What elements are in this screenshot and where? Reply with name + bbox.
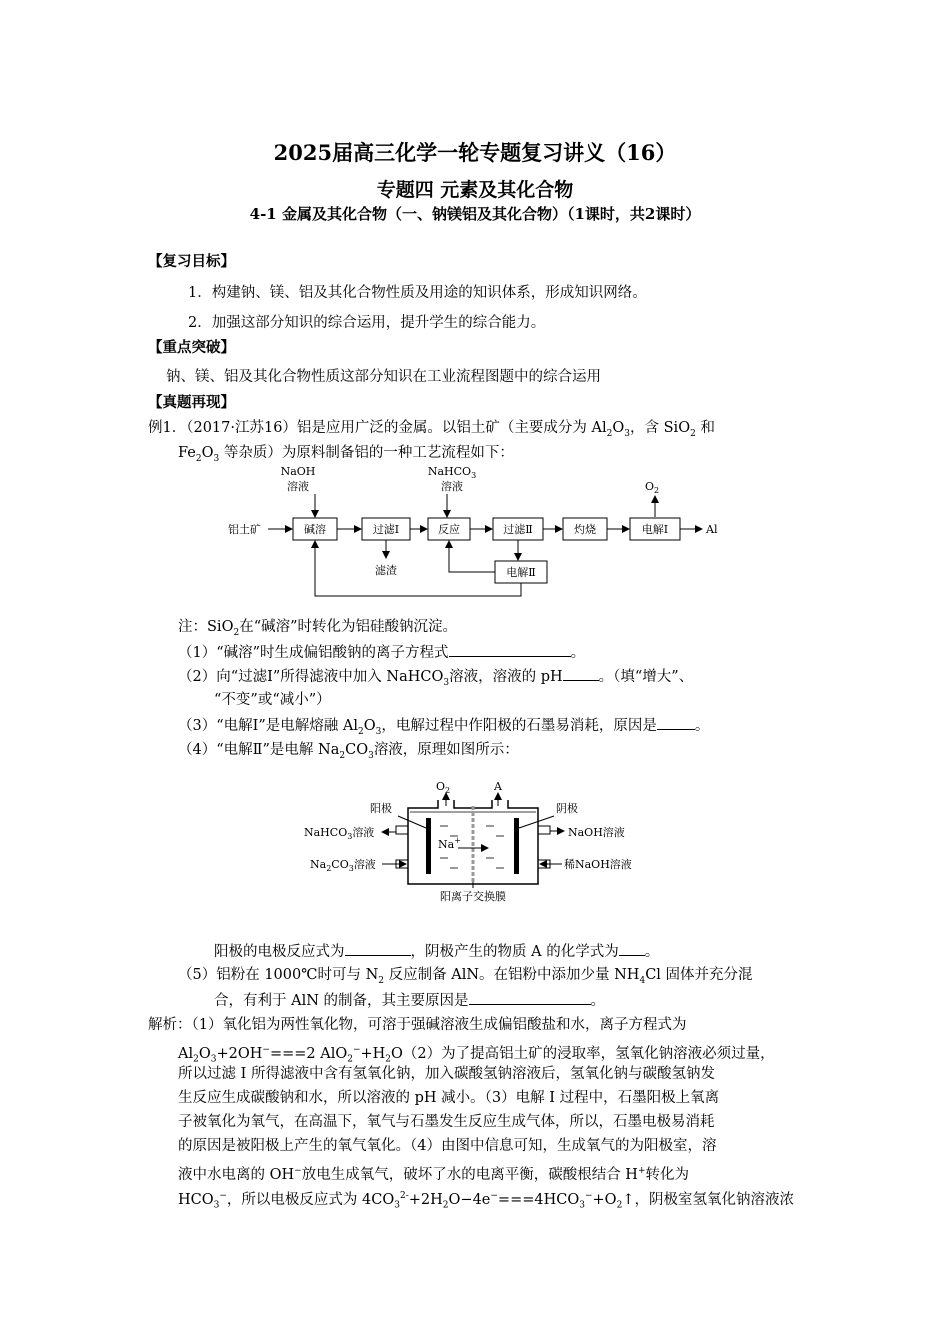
- example-line-1: 例1．（2017·江苏16）铝是应用广泛的金属。以铝土矿（主要成分为 $Al_2O_3$，含 SiO$_2$ 和: [148, 420, 715, 439]
- flow-box-calcine-label: 灼烧: [574, 523, 596, 536]
- cell-na-ion-label: Na+: [438, 836, 461, 851]
- flow-naoh-solution-label: 溶液: [287, 480, 309, 493]
- answer-blank-4b[interactable]: [619, 941, 645, 956]
- analysis-line-3: 所以过滤 I 所得滤液中含有氢氧化钠，加入碳酸氢钠溶液后，氢氧化钠与碳酸氢钠发: [178, 1066, 715, 1082]
- flow-output-label: Al: [706, 523, 718, 536]
- flow-naoh-label: NaOH: [280, 465, 316, 478]
- answer-blank-1[interactable]: [449, 642, 571, 657]
- page-title: 2025届高三化学一轮专题复习讲义（16）: [273, 140, 677, 165]
- question-2: （2）向“过滤Ⅰ”所得滤液中加入 NaHCO$_3$溶液，溶液的 pH 。（填“增大”、: [178, 666, 693, 693]
- cell-right-input-2: 稀NaOH溶液: [564, 858, 632, 871]
- example-line-2: $Fe_2O_3$ 等杂质）为原料制备铝的一种工艺流程如下：: [178, 445, 514, 464]
- cell-left-input-2: $Na_2CO_3$溶液: [310, 858, 376, 873]
- analysis-line-7: 液中水电离的 OH−放电生成氧气，破坏了水的电离平衡，碳酸根结合 H+转化为: [178, 1166, 690, 1183]
- cell-left-input-1: NaHCO$_3$溶液: [304, 826, 375, 841]
- answer-blank-5[interactable]: [469, 990, 591, 1005]
- cell-anode-label: 阳极: [370, 802, 392, 815]
- flow-box-electrolysis-2-label: 电解Ⅱ: [506, 566, 536, 579]
- analysis-line-8: $HCO_3^-$，所以电极反应式为 $4CO_3^{2-}+2H_2O-4e^-===4HCO_3^-+O_2↑$，阴极室氢氧化钠溶液浓: [178, 1191, 794, 1211]
- flow-o2-label: $O_2$: [644, 480, 660, 495]
- flow-residue-label: 滤渣: [375, 564, 397, 577]
- cell-membrane-label: 阳离子交换膜: [440, 890, 506, 903]
- note-line: 注：SiO$_2$在“碱溶”时转化为铝硅酸钠沉淀。: [178, 619, 458, 638]
- question-5-line-2: 合，有利于 AlN 的制备，其主要原因是 。: [214, 990, 605, 1011]
- analysis-line-6: 的原因是被阳极上产生的氧气氧化。（4）由图中信息可知，生成氧气的为阳极室，溶: [178, 1138, 717, 1154]
- answer-blank-2[interactable]: [563, 666, 599, 681]
- question-1: （1）“碱溶”时生成偏铝酸钠的离子方程式 。: [178, 642, 585, 663]
- focus-text: 钠、镁、铝及其化合物性质这部分知识在工业流程图题中的综合运用: [166, 369, 601, 385]
- analysis-line-2: $Al_2O_3+2OH^-===2$ $AlO_2^-+H_2O(2)$为了提高铝土矿的浸取率，氢氧化钠溶液必须过量，: [178, 1045, 775, 1065]
- goal-item-1: 1．构建钠、镁、铝及其化合物性质及用途的知识体系，形成知识网络。: [188, 285, 647, 301]
- question-4: （4）“电解Ⅱ”是电解 $Na_2CO_3$溶液，原理如图所示：: [178, 742, 519, 761]
- subtopic-title: 4-1 金属及其化合物（一、钠镁铝及其化合物）（1课时，共2课时）: [249, 205, 701, 223]
- question-5: （5）铝粉在 1000℃时可与 $N_2$ 反应制备 AlN。在铝粉中添加少量 $NH_4Cl$ 固体并充分混: [178, 967, 753, 986]
- question-2-line-2: “不变”或“减小”）: [214, 692, 331, 708]
- real-exam-heading: 【真题再现】: [148, 394, 235, 411]
- cell-a-label: A: [494, 780, 502, 793]
- flow-nahco3-label: NaHCO$_3$: [427, 465, 477, 480]
- flow-box-electrolysis-1-label: 电解Ⅰ: [641, 523, 669, 536]
- question-4-tail: 阳极的电极反应式为 ，阴极产生的物质 A 的化学式为 。: [214, 941, 659, 962]
- analysis-line-1: 解析：（1）氧化铝为两性氧化物，可溶于强碱溶液生成偏铝酸盐和水，离子方程式为: [148, 1017, 687, 1033]
- topic-title: 专题四 元素及其化合物: [376, 179, 574, 201]
- flow-box-alkali-dissolve-label: 碱溶: [304, 523, 326, 536]
- cell-cathode-label: 阴极: [556, 802, 578, 815]
- electrolysis-cell-diagram: [298, 776, 658, 906]
- process-flow-diagram: [220, 462, 740, 604]
- flow-box-filter-1-label: 过滤Ⅰ: [372, 523, 400, 536]
- answer-blank-4a[interactable]: [345, 941, 411, 956]
- goal-item-2: 2．加强这部分知识的综合运用，提升学生的综合能力。: [188, 315, 546, 331]
- cell-right-output-1: NaOH溶液: [568, 826, 625, 839]
- goals-heading: 【复习目标】: [148, 253, 235, 270]
- analysis-line-4: 生反应生成碳酸钠和水，所以溶液的 pH 减小。（3）电解 I 过程中，石墨阳极上氧离: [178, 1090, 720, 1106]
- flow-box-filter-2-label: 过滤Ⅱ: [503, 523, 533, 536]
- cathode-electrode: [514, 818, 519, 874]
- cell-o2-label: $O_2$: [435, 780, 451, 795]
- anode-electrode: [426, 818, 431, 874]
- flow-input-label: 铝土矿: [228, 523, 261, 536]
- answer-blank-3[interactable]: [657, 715, 695, 730]
- flow-box-reaction-label: 反应: [438, 523, 460, 536]
- focus-heading: 【重点突破】: [148, 339, 235, 356]
- question-3: （3）“电解Ⅰ”是电解熔融 $Al_2O_3$，电解过程中作阳极的石墨易消耗，原因是 。: [178, 715, 709, 742]
- flow-nahco3-solution-label: 溶液: [441, 480, 463, 493]
- analysis-line-5: 子被氧化为氧气，在高温下，氧气与石墨发生反应生成气体，所以，石墨电极易消耗: [178, 1114, 715, 1130]
